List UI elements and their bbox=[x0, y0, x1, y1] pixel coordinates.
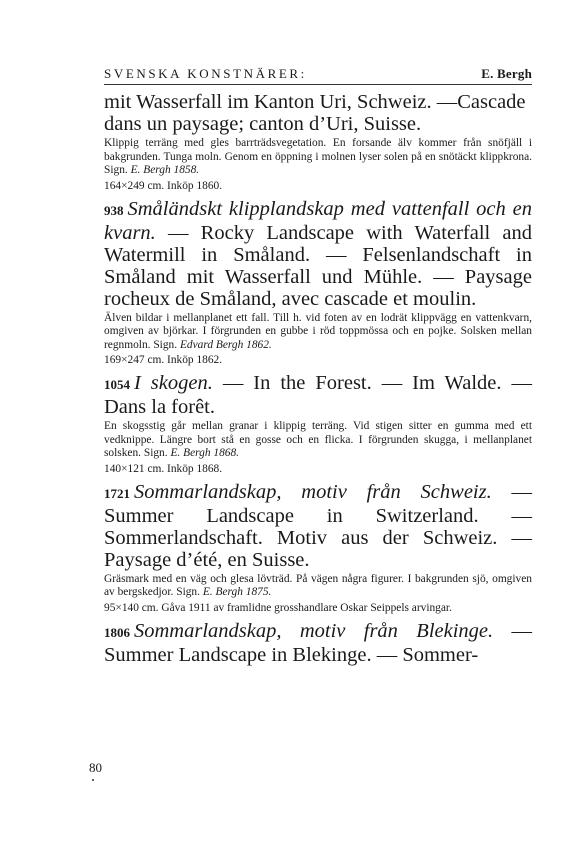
running-header-artist: E. Bergh bbox=[481, 66, 532, 81]
entry-title-swedish: Sommarlandskap, motiv från Blekinge. bbox=[134, 619, 494, 642]
entry-title bbox=[104, 481, 532, 571]
catalog-entry bbox=[104, 198, 532, 368]
folio-mark bbox=[92, 779, 94, 781]
entry-title-translations: — Rocky Landscape with Waterfall and Watermill in Småland. — Felsenlandschaft in Småland mit Wasserfall und Mühle. — Paysage rocheux de Småland, avec cascade et moulin. bbox=[104, 221, 532, 310]
entry-description-text: Klippig terräng med gles barrträdsvegetation. En forsande älv kommer från snöfjäll i bakgrunden. Tunga moln. Genom en öppning i molnen lyser solen på en snötäckt klippkrona. Sign. bbox=[104, 137, 532, 176]
entry-number: 1721 bbox=[104, 485, 130, 501]
entry-number: 938 bbox=[104, 202, 124, 218]
entry-title-swedish: Småländskt klipplandskap med vattenfall och en kvarn. bbox=[104, 197, 532, 244]
entry-dimensions: 169×247 cm. Inköp 1862. bbox=[104, 354, 223, 366]
entry-title bbox=[104, 620, 532, 666]
entry-title-swedish: I skogen. bbox=[134, 372, 213, 394]
running-header bbox=[104, 66, 532, 85]
entry-description-text: Gräsmark med en väg och glesa lövträd. På vägen några figurer. I bakgrunden sjö, omgiven av bergskedjor. Sign. bbox=[104, 572, 532, 598]
entry-signature: E. Bergh 1858. bbox=[130, 164, 200, 176]
entry-description bbox=[104, 573, 532, 600]
entry-title-translations: — Summer Landscape in Blekinge. — Sommer- bbox=[104, 619, 533, 666]
entry-dimensions: 140×121 cm. Inköp 1868. bbox=[104, 462, 223, 475]
catalog-entry bbox=[104, 372, 532, 476]
entry-signature: E. Bergh 1875. bbox=[202, 586, 272, 598]
entry-title bbox=[104, 198, 532, 310]
entry-description bbox=[104, 312, 532, 353]
entry-title-translations: — In the Forest. — Im Walde. — Dans la forêt. bbox=[104, 372, 532, 418]
entry-signature: E. Bergh 1868. bbox=[170, 447, 239, 459]
page-body bbox=[104, 66, 532, 666]
entry-dimensions: 164×249 cm. Inköp 1860. bbox=[104, 179, 223, 192]
entry-title-translations: — Summer Landscape in Switzerland. — Sommerlandschaft. Motiv aus der Schweiz. — Paysage d’été, en Suisse. bbox=[104, 480, 532, 571]
entry-number: 1054 bbox=[104, 377, 130, 392]
entry-description bbox=[104, 420, 532, 461]
entry-description-text: Älven bildar i mellanplanet ett fall. Till h. vid foten av en lodrät klippvägg en vattenkvarn, omgiven av björkar. I förgrunden en gubbe i röd toppmössa och en pojke. Solsken mellan regnmoln. Sign. bbox=[104, 311, 532, 351]
running-header-title: SVENSKA KONSTNÄRER: bbox=[104, 66, 307, 81]
entry-description bbox=[104, 137, 532, 178]
entry-number: 1806 bbox=[104, 624, 130, 640]
catalog-entry bbox=[104, 481, 532, 615]
entry-dimensions: 95×140 cm. Gåva 1911 av framlidne grosshandlare Oskar Seippels arvingar. bbox=[104, 601, 452, 614]
entry-description-text: En skogsstig går mellan granar i klippig terräng. Vid stigen sitter en gumma med ett vedknippe. Längre bort stå en gosse och en flicka. I förgrunden skugga, i mellanplanet solsken. Sign. bbox=[104, 420, 532, 459]
entry-signature: Edvard Bergh 1862. bbox=[179, 338, 272, 351]
catalog-entry-continued bbox=[104, 91, 532, 193]
page-number: 80 bbox=[89, 760, 102, 775]
catalog-entry bbox=[104, 620, 532, 666]
entry-title-swedish: Sommarlandskap, motiv från Schweiz. bbox=[134, 480, 492, 503]
entry-title: mit Wasserfall im Kanton Uri, Schweiz. —Cascade dans un paysage; canton d’Uri, Suisse. bbox=[104, 91, 526, 135]
entry-title bbox=[104, 372, 532, 418]
